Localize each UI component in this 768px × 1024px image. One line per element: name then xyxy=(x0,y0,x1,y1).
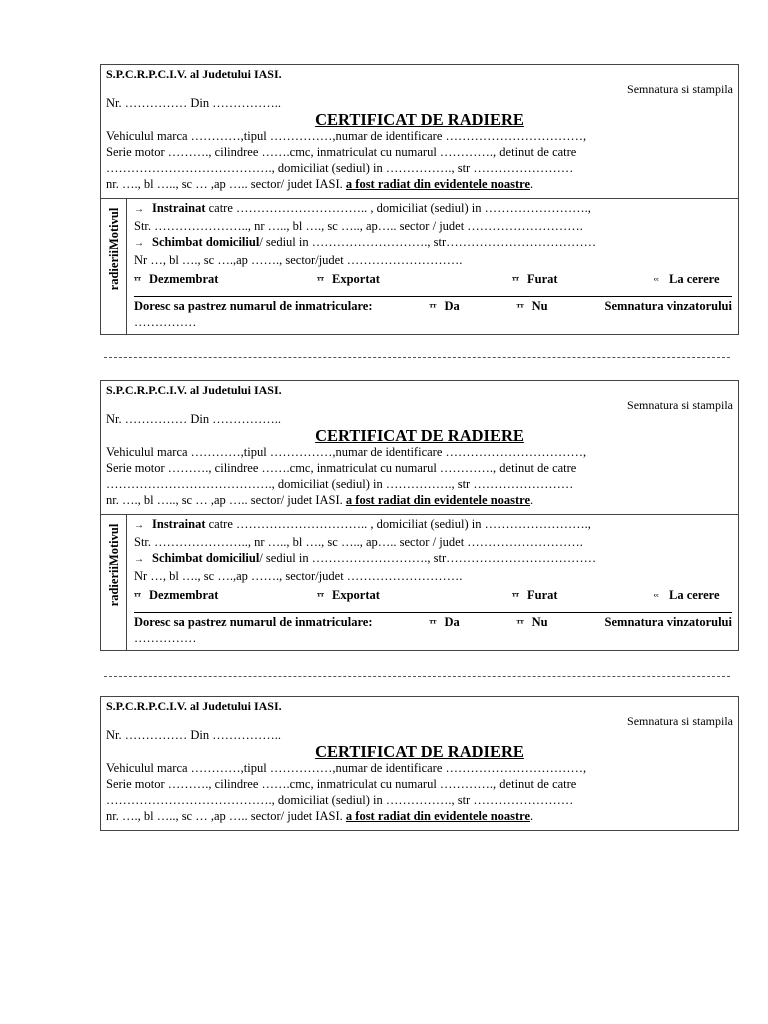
statement-period: . xyxy=(530,177,534,191)
reason-vertical-label: radieriiMotivul xyxy=(107,523,121,607)
seller-signature-dots: …………… xyxy=(134,631,197,645)
certificate-header-box xyxy=(100,64,739,199)
radiated-statement: a fost radiat din evidentele noastre xyxy=(345,493,531,507)
certificate-title: CERTIFICAT DE RADIERE xyxy=(315,426,524,445)
exportat-label: Exportat xyxy=(332,272,380,286)
engine-series-line: Serie motor ………., cilindree …….cmc, inmatriculat cu numarul …………., detinut de catre xyxy=(106,145,577,159)
statement-period: . xyxy=(530,493,534,507)
checkbox-icon: ᵀᵀ xyxy=(134,275,141,285)
furat-label: Furat xyxy=(527,588,558,602)
furat-label: Furat xyxy=(527,272,558,286)
checkbox-icon: ᵀᵀ xyxy=(317,275,324,285)
address-detail-text: nr. …., bl ….., sc … ,ap ….. sector/ judet IASI. xyxy=(106,809,346,823)
cut-line xyxy=(104,357,730,359)
owner-address-line: …………………………………., domiciliat (sediul) in ……………., str …………………… xyxy=(106,161,574,175)
radiation-reason-box xyxy=(100,198,739,335)
dezmembrat-label: Dezmembrat xyxy=(149,272,219,286)
radiation-reason-box xyxy=(100,514,739,651)
engine-series-line: Serie motor ………., cilindree …….cmc, inmatriculat cu numarul …………., detinut de catre xyxy=(106,461,577,475)
reason-label-column xyxy=(101,515,127,651)
radiation-statement-line xyxy=(106,808,733,824)
signature-stamp-label: Semnatura si stampila xyxy=(627,714,733,728)
instrainat-label: Instrainat xyxy=(152,517,206,531)
la-cerere-label: La cerere xyxy=(669,272,720,286)
da-label: Da xyxy=(444,615,460,629)
radiation-statement-line xyxy=(106,492,733,508)
option-da[interactable] xyxy=(429,614,459,631)
nu-label: Nu xyxy=(531,299,548,313)
reason-content xyxy=(134,200,732,329)
certificate-header-box xyxy=(100,696,739,831)
signature-stamp-label: Semnatura si stampila xyxy=(627,82,733,96)
option-instrainat[interactable] xyxy=(134,200,732,218)
la-cerere-label: La cerere xyxy=(669,588,720,602)
option-da[interactable] xyxy=(429,298,459,315)
buyer-street-line: Str. ………………….., nr ….., bl …., sc ….., ap….. sector / judet ………………………. xyxy=(134,535,583,549)
schimbat-label: Schimbat domiciliul xyxy=(152,235,260,249)
vehicle-brand-line: Vehiculul marca …………,tipul ……………,numar de identificare ……………………………, xyxy=(106,445,587,459)
certificate-title: CERTIFICAT DE RADIERE xyxy=(315,110,524,129)
arrow-icon: → xyxy=(134,204,144,215)
statement-period: . xyxy=(530,809,534,823)
issuer-name: S.P.C.R.P.C.I.V. al Judetului IASI. xyxy=(106,67,282,81)
checkbox-icon: ᵀᵀ xyxy=(317,591,324,601)
checkbox-icon: ᵀᵀ xyxy=(512,591,519,601)
address-detail-text: nr. …., bl ….., sc … ,ap ….. sector/ judet IASI. xyxy=(106,493,346,507)
certificate-2 xyxy=(100,380,739,651)
seller-signature-dots: …………… xyxy=(134,315,197,329)
new-address-line: Nr …, bl …., sc ….,ap ……., sector/judet ………………………. xyxy=(134,253,463,267)
radiated-statement: a fost radiat din evidentele noastre xyxy=(345,809,531,823)
option-dezmembrat[interactable] xyxy=(134,271,317,288)
radiation-statement-line xyxy=(106,176,733,192)
certificate-title: CERTIFICAT DE RADIERE xyxy=(315,742,524,761)
reason-content xyxy=(134,516,732,645)
issuer-name: S.P.C.R.P.C.I.V. al Judetului IASI. xyxy=(106,699,282,713)
number-date-line: Nr. …………… Din …………….. xyxy=(106,96,281,110)
keep-plate-section xyxy=(134,296,732,329)
schimbat-label: Schimbat domiciliul xyxy=(152,551,260,565)
reason-vertical-label: radieriiMotivul xyxy=(107,207,121,291)
new-address-line: Nr …, bl …., sc ….,ap ……., sector/judet ………………………. xyxy=(134,569,463,583)
buyer-street-line: Str. ………………….., nr ….., bl …., sc ….., ap….. sector / judet ………………………. xyxy=(134,219,583,233)
checkbox-icon: ᶜᶜ xyxy=(654,275,659,285)
instrainat-details: catre ………………………….. , domiciliat (sediul) in ……………………., xyxy=(205,201,591,215)
signature-stamp-label: Semnatura si stampila xyxy=(627,398,733,412)
dezmembrat-label: Dezmembrat xyxy=(149,588,219,602)
option-schimbat-domiciliul[interactable] xyxy=(134,550,732,568)
nu-label: Nu xyxy=(531,615,548,629)
keep-plate-question: Doresc sa pastrez numarul de inmatriculare: xyxy=(134,615,373,629)
option-exportat[interactable] xyxy=(317,271,512,288)
option-furat[interactable] xyxy=(512,271,654,288)
owner-address-line: …………………………………., domiciliat (sediul) in ……………., str …………………… xyxy=(106,793,574,807)
checkbox-icon: ᵀᵀ xyxy=(512,275,519,285)
checkbox-icon: ᵀᵀ xyxy=(429,618,437,628)
address-detail-text: nr. …., bl ….., sc … ,ap ….. sector/ judet IASI. xyxy=(106,177,346,191)
certificate-header-box xyxy=(100,380,739,515)
keep-plate-row xyxy=(134,298,732,315)
reason-options xyxy=(134,587,732,604)
checkbox-icon: ᵀᵀ xyxy=(429,302,437,312)
checkbox-icon: ᵀᵀ xyxy=(516,618,524,628)
reason-options xyxy=(134,271,732,288)
checkbox-icon: ᵀᵀ xyxy=(134,591,141,601)
number-date-line: Nr. …………… Din …………….. xyxy=(106,728,281,742)
instrainat-details: catre ………………………….. , domiciliat (sediul) in ……………………., xyxy=(205,517,591,531)
option-schimbat-domiciliul[interactable] xyxy=(134,234,732,252)
arrow-icon: → xyxy=(134,554,144,565)
keep-plate-section xyxy=(134,612,732,645)
option-exportat[interactable] xyxy=(317,587,512,604)
engine-series-line: Serie motor ………., cilindree …….cmc, inmatriculat cu numarul …………., detinut de catre xyxy=(106,777,577,791)
checkbox-icon: ᶜᶜ xyxy=(654,591,659,601)
certificate-3 xyxy=(100,696,739,831)
schimbat-details: / sediul in ………………………., str……………………………… xyxy=(259,551,597,565)
instrainat-label: Instrainat xyxy=(152,201,206,215)
number-date-line: Nr. …………… Din …………….. xyxy=(106,412,281,426)
keep-plate-question: Doresc sa pastrez numarul de inmatriculare: xyxy=(134,299,373,313)
schimbat-details: / sediul in ………………………., str……………………………… xyxy=(259,235,597,249)
cut-line xyxy=(104,676,730,678)
issuer-name: S.P.C.R.P.C.I.V. al Judetului IASI. xyxy=(106,383,282,397)
radiated-statement: a fost radiat din evidentele noastre xyxy=(345,177,531,191)
option-instrainat[interactable] xyxy=(134,516,732,534)
vehicle-brand-line: Vehiculul marca …………,tipul ……………,numar de identificare ……………………………, xyxy=(106,129,587,143)
seller-signature-label: Semnatura vinzatorului xyxy=(604,615,732,629)
option-la-cerere[interactable] xyxy=(654,271,720,288)
option-la-cerere[interactable] xyxy=(654,587,720,604)
owner-address-line: …………………………………., domiciliat (sediul) in ……………., str …………………… xyxy=(106,477,574,491)
arrow-icon: → xyxy=(134,238,144,249)
arrow-icon: → xyxy=(134,520,144,531)
option-nu[interactable] xyxy=(517,298,548,315)
option-dezmembrat[interactable] xyxy=(134,587,317,604)
reason-label-column xyxy=(101,199,127,335)
certificate-1 xyxy=(100,64,739,335)
option-nu[interactable] xyxy=(517,614,548,631)
option-furat[interactable] xyxy=(512,587,654,604)
vehicle-brand-line: Vehiculul marca …………,tipul ……………,numar de identificare ……………………………, xyxy=(106,761,587,775)
seller-signature-label: Semnatura vinzatorului xyxy=(604,299,732,313)
exportat-label: Exportat xyxy=(332,588,380,602)
da-label: Da xyxy=(444,299,460,313)
checkbox-icon: ᵀᵀ xyxy=(516,302,524,312)
keep-plate-row xyxy=(134,614,732,631)
